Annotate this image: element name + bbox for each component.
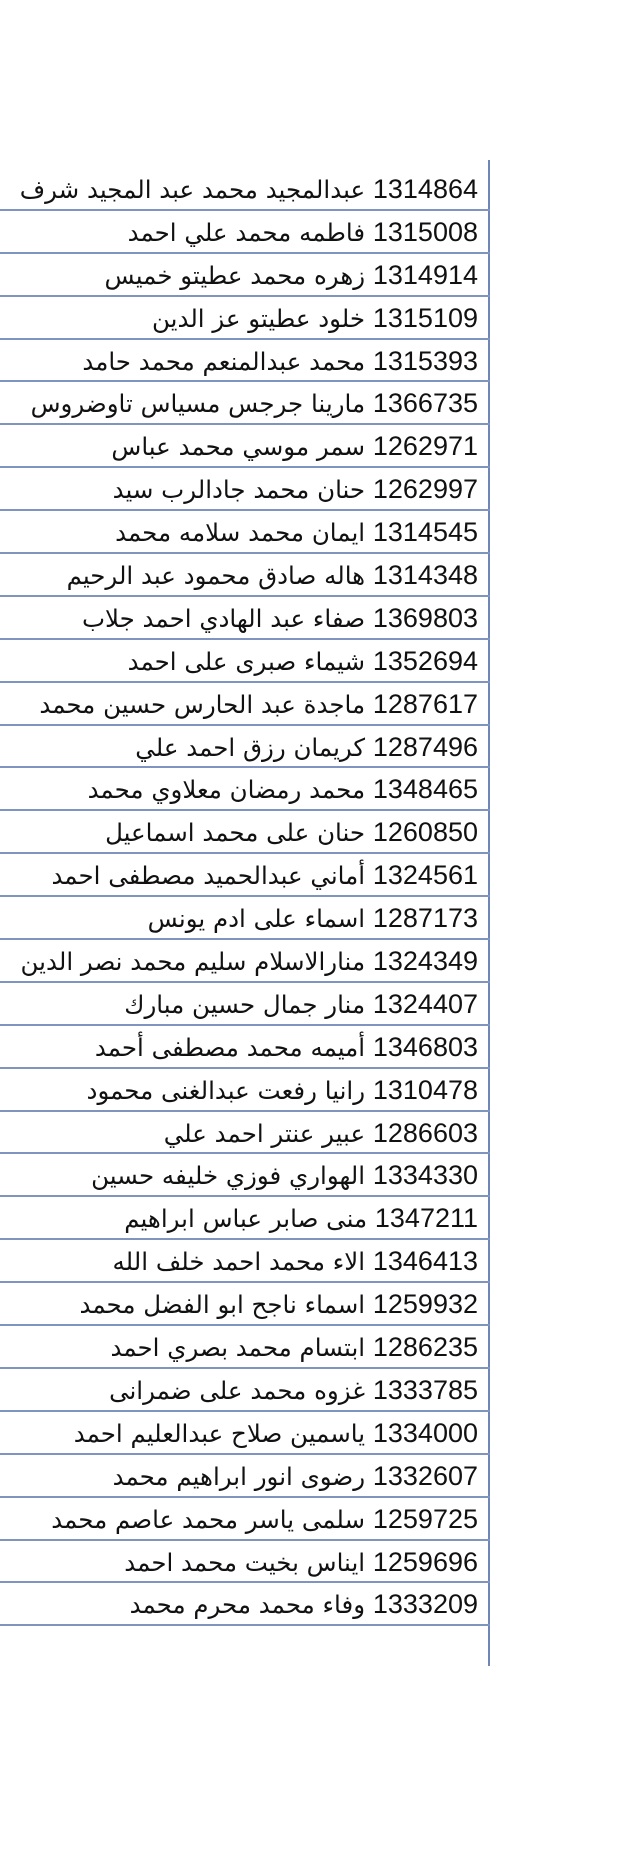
- row-text: [79, 1285, 478, 1323]
- row-text: [124, 1543, 478, 1581]
- record-id: 1369803: [372, 602, 478, 633]
- record-id: 1324561: [372, 860, 478, 891]
- row-text: [31, 384, 478, 422]
- record-id: 1332607: [372, 1460, 478, 1491]
- record-name: ياسمين صلاح عبدالعليم احمد: [73, 1418, 366, 1448]
- record-name: ماجدة عبد الحارس حسين محمد: [39, 689, 366, 719]
- record-name: محمد رمضان معلاوي محمد: [87, 775, 366, 805]
- record-id: 1324349: [372, 946, 478, 977]
- table-row: [0, 468, 490, 511]
- record-name: عبدالمجيد محمد عبد المجيد شرف: [19, 175, 366, 204]
- table-row: [0, 554, 490, 597]
- table-row: [0, 940, 490, 983]
- table-row: [0, 854, 490, 897]
- row-text: [39, 685, 478, 723]
- row-text: [152, 299, 478, 337]
- table-row: [0, 254, 490, 297]
- row-text: [105, 813, 478, 851]
- record-id: 1262971: [372, 431, 478, 462]
- record-name: شيماء صبرى على احمد: [127, 646, 366, 676]
- record-name: الاء محمد احمد خلف الله: [112, 1247, 366, 1277]
- row-text: [51, 1500, 478, 1538]
- record-name: وفاء محمد محرم محمد: [129, 1590, 366, 1620]
- record-id: 1314864: [372, 174, 478, 204]
- record-id: 1260850: [372, 817, 478, 848]
- record-id: 1310478: [372, 1074, 478, 1105]
- table-row: [0, 1583, 490, 1626]
- table-row: [0, 1026, 490, 1069]
- row-text: [124, 1199, 478, 1237]
- record-id: 1314348: [372, 560, 478, 591]
- table-row: [0, 640, 490, 683]
- table-row: [0, 297, 490, 340]
- row-text: [124, 985, 478, 1023]
- record-name: غزوه محمد على ضمرانى: [109, 1375, 366, 1405]
- table-row: [0, 425, 490, 468]
- table-row: [0, 1498, 490, 1541]
- row-text: [51, 856, 478, 894]
- row-text: [135, 728, 478, 766]
- record-id: 1287617: [372, 688, 478, 719]
- record-name: حنان محمد جادالرب سيد: [112, 475, 366, 505]
- row-text: [82, 342, 478, 380]
- record-id: 1314545: [372, 517, 478, 548]
- record-name: خلود عطيتو عز الدين: [151, 303, 366, 333]
- row-text: [111, 427, 478, 465]
- table-row: [0, 983, 490, 1026]
- row-text: [21, 942, 478, 980]
- name-list-table: [0, 160, 490, 1666]
- row-text: [148, 899, 478, 937]
- row-text: [91, 1156, 478, 1194]
- record-id: 1262997: [372, 474, 478, 505]
- record-name: الهواري فوزي خليفه حسين: [91, 1161, 366, 1191]
- table-row: [0, 1197, 490, 1240]
- row-text: [128, 642, 478, 680]
- table-row: [0, 382, 490, 425]
- record-id: 1346413: [372, 1246, 478, 1277]
- record-id: 1315008: [372, 216, 478, 247]
- table-row: [0, 683, 490, 726]
- table-row: [0, 1455, 490, 1498]
- row-text: [87, 1071, 478, 1109]
- record-id: 1286603: [372, 1117, 478, 1148]
- record-name: سلمى ياسر محمد عاصم محمد: [51, 1504, 366, 1534]
- table-row: [0, 897, 490, 940]
- record-id: 1324407: [372, 988, 478, 1019]
- record-id: 1334330: [372, 1160, 478, 1191]
- record-id: 1259696: [372, 1546, 478, 1577]
- record-id: 1286235: [372, 1332, 478, 1363]
- table-row: [0, 597, 490, 640]
- record-name: رانيا رفعت عبدالغنى محمود: [86, 1075, 366, 1105]
- record-id: 1315109: [372, 302, 478, 333]
- record-name: رضوى انور ابراهيم محمد: [112, 1461, 366, 1491]
- row-text: [113, 1242, 478, 1280]
- record-name: سمر موسي محمد عباس: [111, 432, 366, 462]
- table-row: [0, 1069, 490, 1112]
- record-id: 1259725: [372, 1503, 478, 1534]
- table-row: [0, 1541, 490, 1584]
- table-row: [0, 1112, 490, 1155]
- record-name: حنان على محمد اسماعيل: [105, 818, 366, 848]
- record-id: 1333209: [372, 1589, 478, 1620]
- record-name: كريمان رزق احمد علي: [135, 732, 366, 762]
- row-text: [67, 556, 478, 594]
- record-id: 1334000: [372, 1417, 478, 1448]
- record-id: 1259932: [372, 1289, 478, 1320]
- record-name: زهره محمد عطيتو خميس: [104, 260, 366, 290]
- table-row: [0, 340, 490, 383]
- record-name: منار جمال حسين مبارك: [124, 989, 366, 1019]
- table-row: [0, 768, 490, 811]
- row-text: [111, 1328, 479, 1366]
- row-text: [130, 1585, 478, 1623]
- record-id: 1346803: [372, 1031, 478, 1062]
- table-row: [0, 1326, 490, 1369]
- table-row: [0, 1412, 490, 1455]
- table-row: [0, 1283, 490, 1326]
- record-id: 1287496: [372, 731, 478, 762]
- row-text: [20, 170, 478, 208]
- row-text: [128, 213, 478, 251]
- table-row: [0, 1154, 490, 1197]
- record-id: 1287173: [372, 903, 478, 934]
- record-id: 1352694: [372, 645, 478, 676]
- record-id: 1347211: [374, 1203, 478, 1234]
- table-row: [0, 168, 490, 211]
- record-name: صفاء عبد الهادي احمد جلاب: [81, 603, 366, 633]
- record-name: ايمان محمد سلامه محمد: [115, 518, 366, 548]
- record-name: فاطمه محمد علي احمد: [127, 217, 366, 247]
- record-id: 1366735: [372, 388, 478, 419]
- record-name: مارينا جرجس مسياس تاوضروس: [30, 389, 366, 419]
- table-row: [0, 811, 490, 854]
- row-text: [95, 1028, 478, 1066]
- record-id: 1333785: [372, 1374, 478, 1405]
- record-name: أميمه محمد مصطفى أحمد: [94, 1032, 366, 1062]
- table-row: [0, 726, 490, 769]
- row-text: [115, 513, 478, 551]
- table-row: [0, 211, 490, 254]
- record-id: 1315393: [372, 345, 478, 376]
- row-text: [113, 1457, 478, 1495]
- record-name: ابتسام محمد بصري احمد: [110, 1333, 366, 1363]
- record-name: اسماء على ادم يونس: [147, 904, 366, 934]
- record-name: اسماء ناجح ابو الفضل محمد: [79, 1290, 366, 1320]
- record-name: منى صابر عباس ابراهيم: [124, 1204, 368, 1234]
- table-rows: [0, 168, 490, 1626]
- row-text: [74, 1414, 478, 1452]
- table-row: [0, 511, 490, 554]
- row-text: [88, 770, 478, 808]
- record-name: أماني عبدالحميد مصطفى احمد: [51, 861, 366, 891]
- table-row: [0, 1240, 490, 1283]
- row-text: [105, 256, 478, 294]
- record-id: 1348465: [372, 774, 478, 805]
- record-name: هاله صادق محمود عبد الرحيم: [66, 561, 366, 591]
- record-name: منارالاسلام سليم محمد نصر الدين: [20, 947, 366, 977]
- record-name: ايناس بخيت محمد احمد: [124, 1547, 366, 1577]
- row-text: [109, 1371, 478, 1409]
- table-row: [0, 1369, 490, 1412]
- row-text: [113, 470, 478, 508]
- row-text: [82, 599, 478, 637]
- record-name: محمد عبدالمنعم محمد حامد: [82, 346, 366, 376]
- record-id: 1314914: [372, 259, 478, 290]
- row-text: [164, 1114, 478, 1152]
- record-name: عبير عنتر احمد علي: [163, 1118, 366, 1148]
